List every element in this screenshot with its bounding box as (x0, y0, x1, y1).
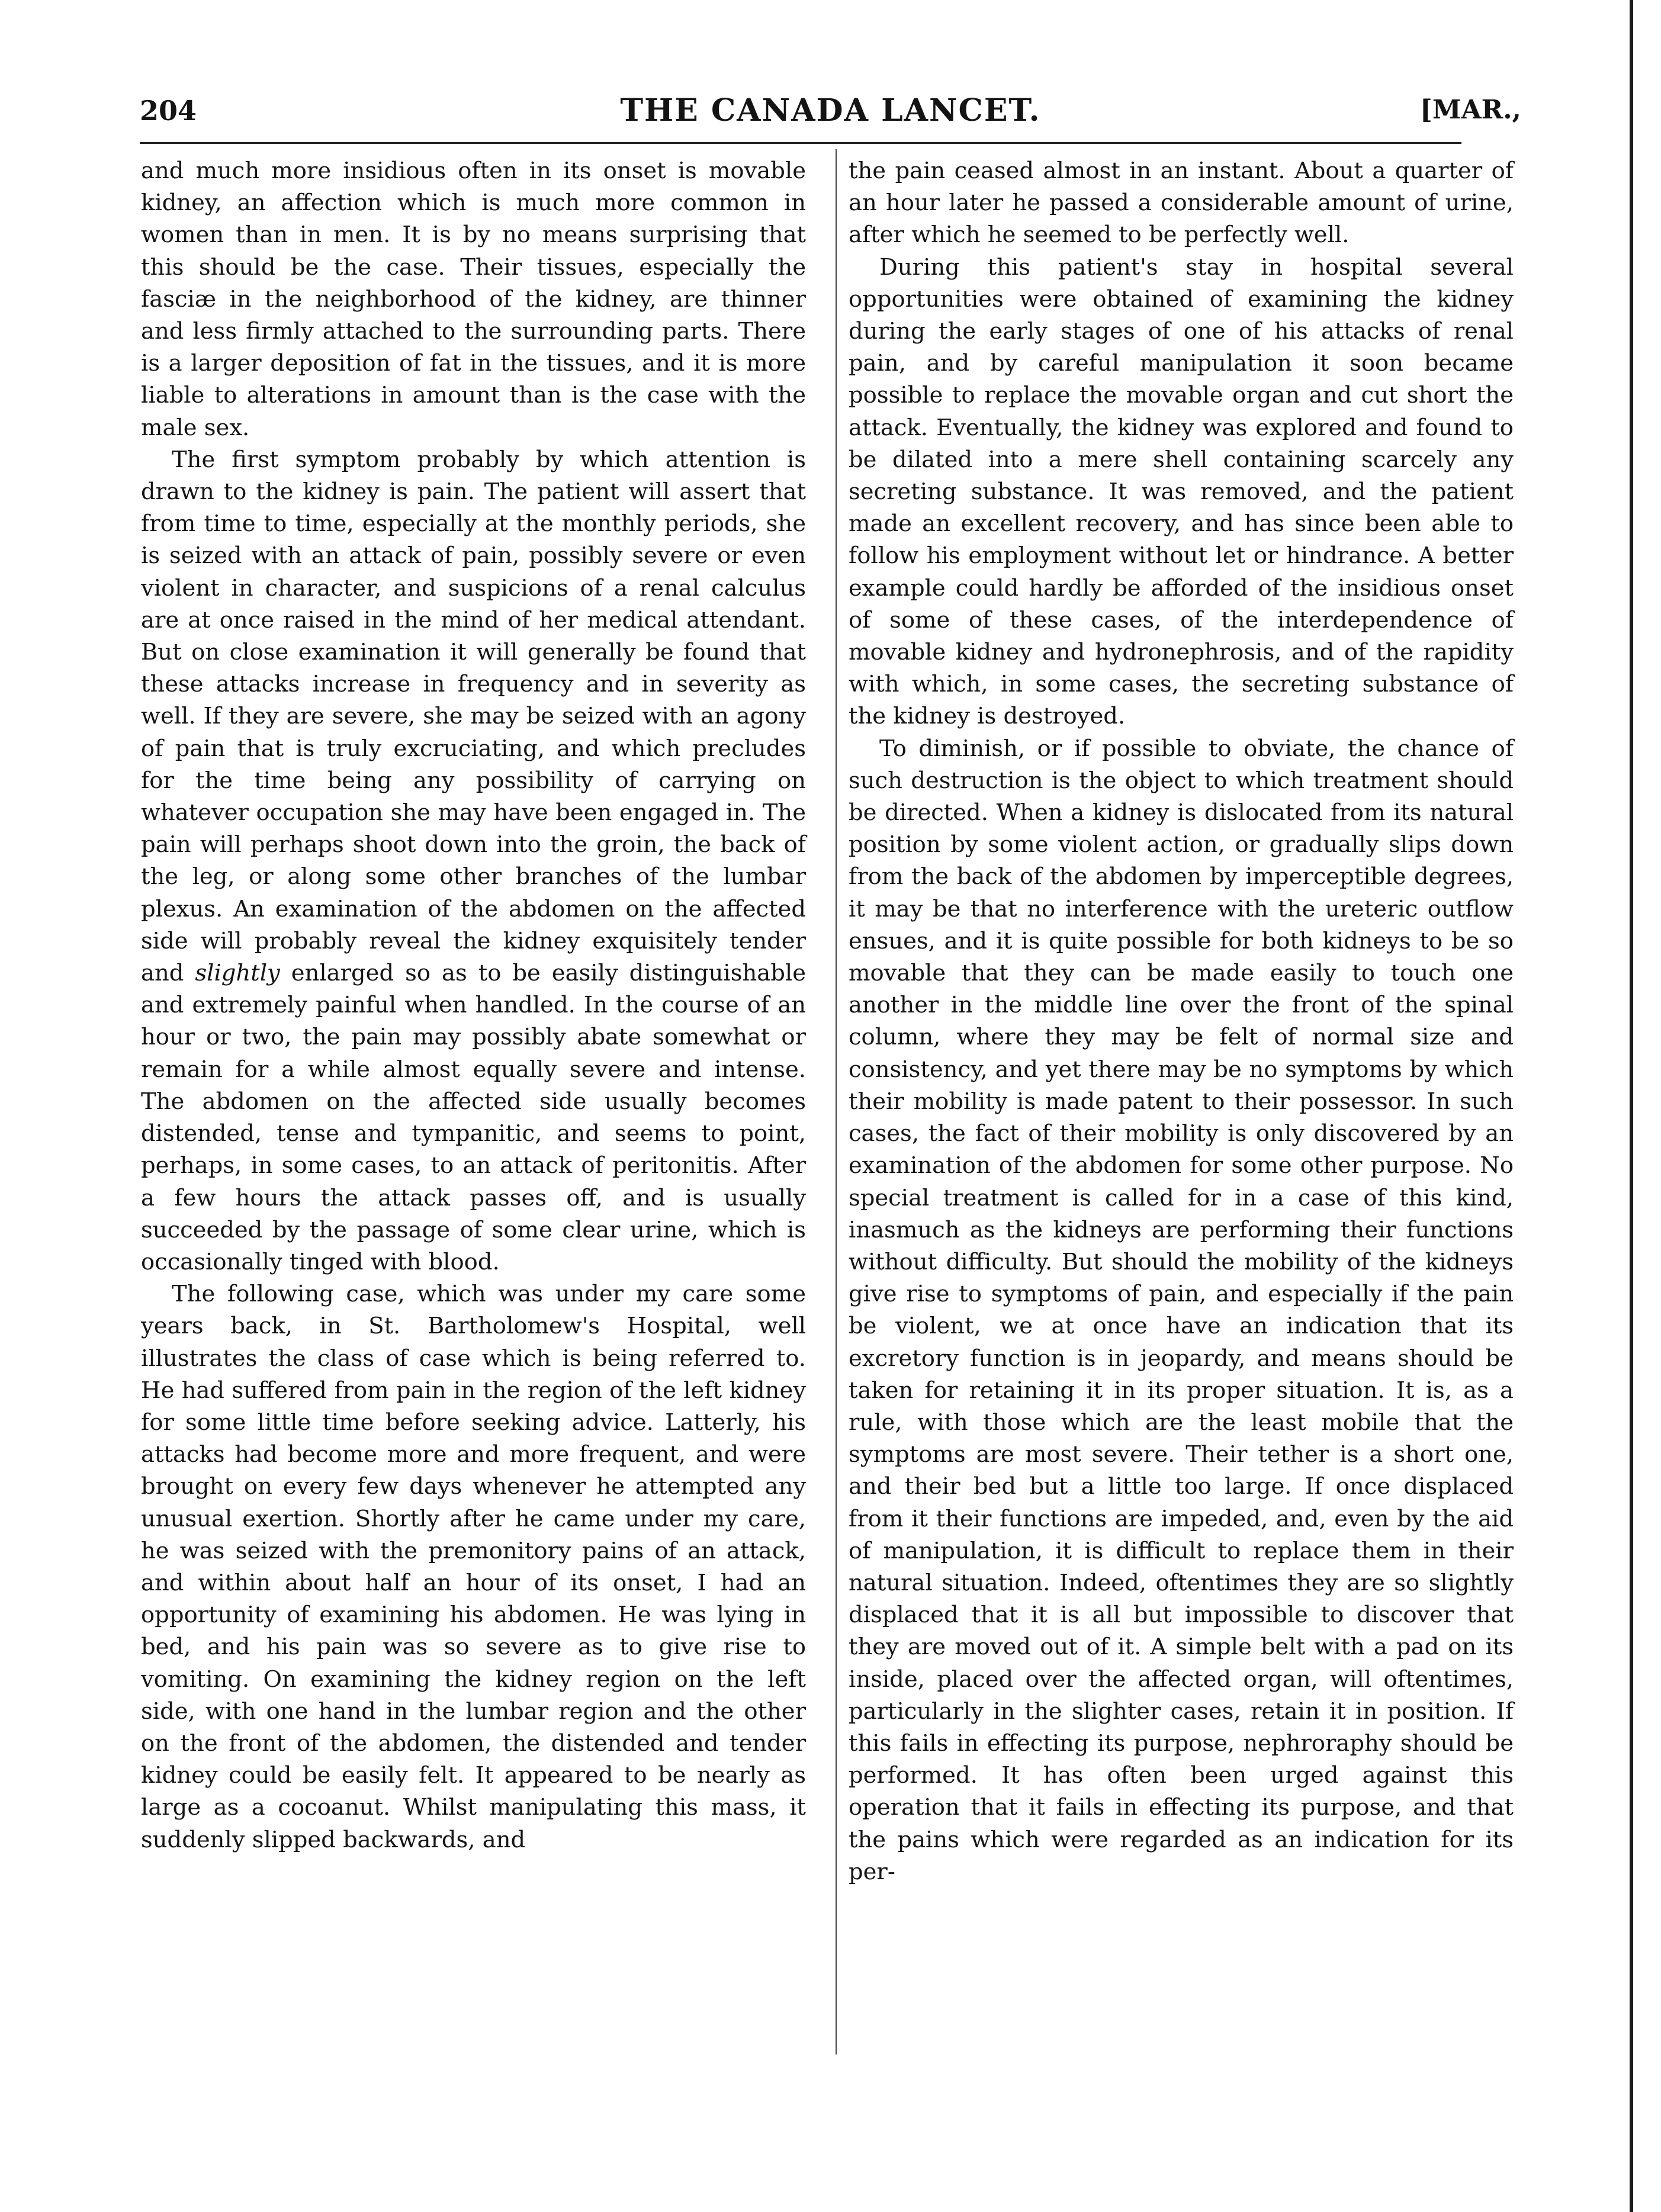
paragraph: and much more insidious often in its onset is movable kidney, an affection which is much more common in women than in men. It is by no means surprising that this should be the case. Their tissues, especially the fasciæ in the neighborhood of the kidney, are thinner and less firmly attached to the surrounding parts. There is a larger deposition of fat in the tissues, and it is more liable to alterations in amount than is the case with the male sex. (141, 157, 806, 441)
paragraph: During this patient's stay in hospital several opportunities were obtained of examining the kidney during the early stages of one of his attacks of renal pain, and by careful manipulation it soon became possible to replace the movable organ and cut short the attack. Eventually, the kidney was explored and found to be dilated into a mere shell containing scarcely any secreting substance. It was removed, and the patient made an excellent recovery, and has since been able to follow his employment without let or hindrance. A better example could hardly be afforded of the insidious onset of some of these cases, of the interdependence of movable kidney and hydronephrosis, and of the rapidity with which, in some cases, the secreting substance of the kidney is destroyed. (849, 253, 1514, 730)
running-month: [MAR., (1420, 95, 1521, 125)
left-column (141, 155, 806, 1856)
paragraph: The following case, which was under my care some years back, in St. Bartholomew's Hospital, well illustrates the class of case which is being referred to. He had suffered from pain in the region of the left kidney for some little time before seeking advice. Latterly, his attacks had become more and more frequent, and were brought on every few days whenever he attempted any unusual exertion. Shortly after he came under my care, he was seized with the premonitory pains of an attack, and within about half an hour of its onset, I had an opportunity of examining his abdomen. He was lying in bed, and his pain was so severe as to give rise to vomiting. On examining the kidney region on the left side, with one hand in the lumbar region and the other on the front of the abdomen, the distended and tender kidney could be easily felt. It appeared to be nearly as large as a cocoanut. Whilst manipulating this mass, it suddenly slipped backwards, and (141, 1281, 806, 1853)
binding-edge (1630, 0, 1633, 2212)
running-title: THE CANADA LANCET. (620, 92, 1041, 128)
paragraph-text: The first symptom probably by which attention is drawn to the kidney is pain. The patient will assert that from time to time, especially at the monthly periods, she is seized with an attack of pain, possibly severe or even violent in character, and suspicions of a renal calculus are at once raised in the mind of her medical attendant. But on close examination it will generally be found that these attacks increase in frequency and in severity as well. If they are severe, she may be seized with an agony of pain that is truly excruciating, and which precludes for the time being any possibility of carrying on whatever occupation she may have been engaged in. The pain will perhaps shoot down into the groin, the back of the leg, or along some other branches of the lumbar plexus. An examination of the abdomen on the affected side will probably reveal the kidney exquisitely tender and (141, 446, 806, 987)
header-rule (140, 142, 1461, 144)
paragraph (141, 444, 806, 1278)
paragraph-text: enlarged so as to be easily distinguishable and extremely painful when handled. In the course of an hour or two, the pain may possibly abate somewhat or remain for a while almost equally severe and intense. The abdomen on the affected side usually becomes distended, tense and tympanitic, and seems to point, perhaps, in some cases, to an attack of peritonitis. After a few hours the attack passes off, and is usually succeeded by the passage of some clear urine, which is occasionally tinged with blood. (141, 960, 806, 1275)
emphasis: slightly (195, 960, 280, 987)
column-divider (836, 149, 837, 2055)
paragraph: To diminish, or if possible to obviate, the chance of such destruction is the object to which treatment should be directed. When a kidney is dislocated from its natural position by some violent action, or gradually slips down from the back of the abdomen by imperceptible degrees, it may be that no interference with the ureteric outflow ensues, and it is quite possible for both kidneys to be so movable that they can be made easily to touch one another in the middle line over the front of the spinal column, where they may be felt of normal size and consistency, and yet there may be no symptoms by which their mobility is made patent to their possessor. In such cases, the fact of their mobility is only discovered by an examination of the abdomen for some other purpose. No special treatment is called for in a case of this kind, inasmuch as the kidneys are performing their functions without difficulty. But should the mobility of the kidneys give rise to symptoms of pain, and especially if the pain be violent, we at once have an indication that its excretory function is in jeopardy, and means should be taken for retaining it in its proper situation. It is, as a rule, with those which are the least mobile that the symptoms are most severe. Their tether is a short one, and their bed but a little too large. If once displaced from it their functions are impeded, and, even by the aid of manipulation, it is difficult to replace them in their natural situation. Indeed, oftentimes they are so slightly displaced that it is all but impossible to discover that they are moved out of it. A simple belt with a pad on its inside, placed over the affected organ, will oftentimes, particularly in the slighter cases, retain it in position. If this fails in effecting its purpose, nephroraphy should be performed. It has often been urged against this operation that it fails in effecting its purpose, and that the pains which were regarded as an indication for its per- (849, 735, 1514, 1885)
paragraph: the pain ceased almost in an instant. About a quarter of an hour later he passed a considerable amount of urine, after which he seemed to be perfectly well. (849, 157, 1514, 249)
page-number: 204 (140, 95, 197, 127)
right-column (849, 155, 1514, 1888)
